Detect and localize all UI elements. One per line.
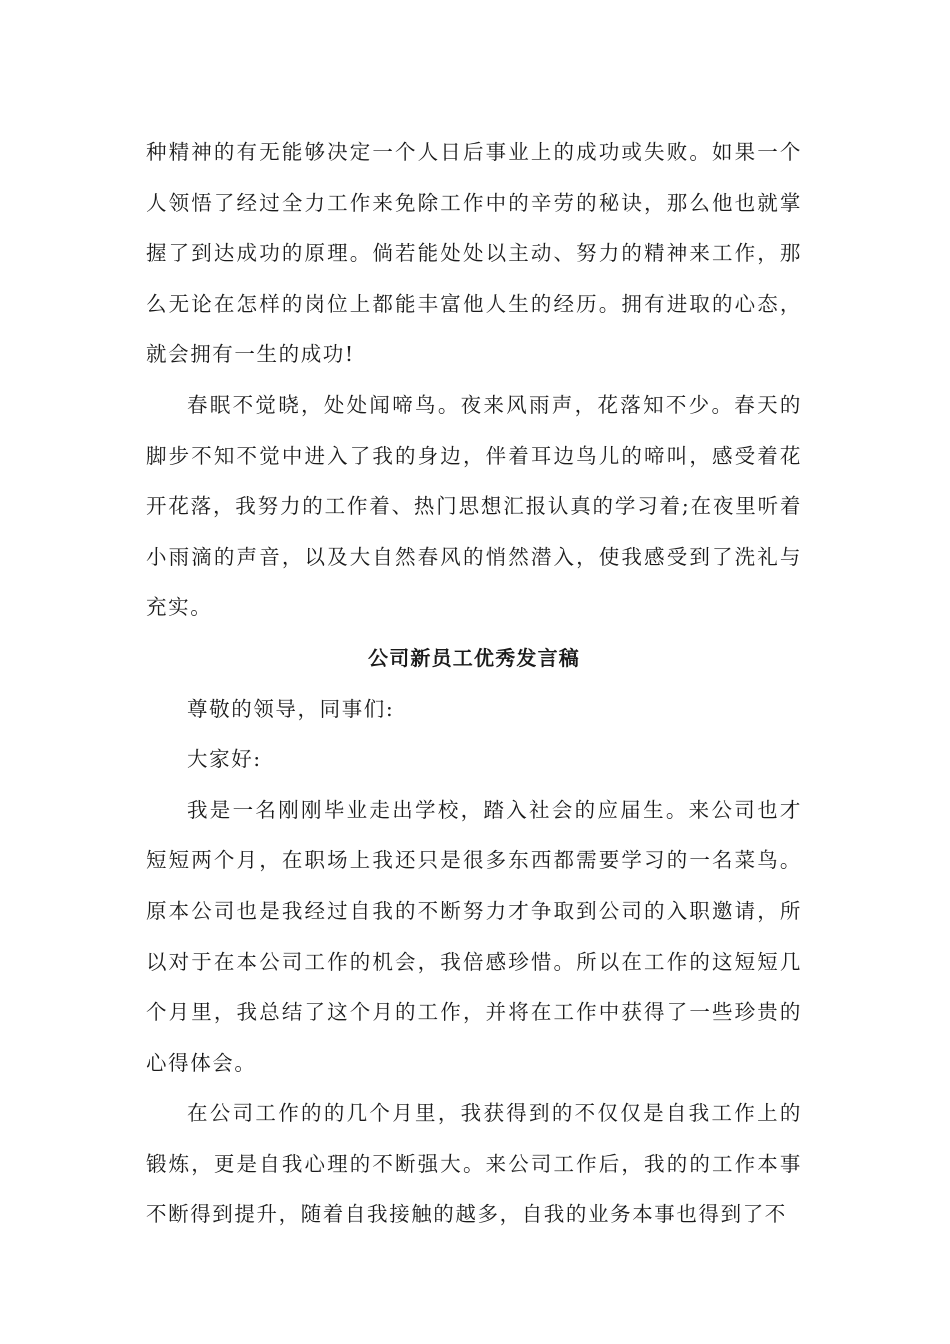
document-page: [146, 127, 802, 1240]
paragraph-continuation: 种精神的有无能够决定一个人日后事业上的成功或失败。如果一个人领悟了经过全力工作来免除工作中的辛劳的秘诀，那么他也就掌握了到达成功的原理。倘若能处处以主动、努力的精神来工作，那么无论在怎样的岗位上都能丰富他人生的经历。拥有进取的心态，就会拥有一生的成功!: [146, 140, 802, 367]
greeting-line: 尊敬的领导，同事们:: [187, 696, 395, 721]
paragraph-growth: 在公司工作的的几个月里，我获得到的不仅仅是自我工作上的锻炼，更是自我心理的不断强大。来公司工作后，我的的工作本事不断得到提升，随着自我接触的越多，自我的业务本事也得到了不: [146, 1101, 802, 1227]
paragraph-spring: 春眠不觉晓，处处闻啼鸟。夜来风雨声，花落知不少。春天的脚步不知不觉中进入了我的身边，伴着耳边鸟儿的啼叫，感受着花开花落，我努力的工作着、热门思想汇报认真的学习着;在夜里听着小雨滴的声音，以及大自然春风的悄然潜入，使我感受到了洗礼与充实。: [146, 392, 802, 620]
salutation-line: 大家好:: [187, 747, 262, 772]
section-heading: 公司新员工优秀发言稿: [368, 645, 580, 670]
paragraph-introduction: 我是一名刚刚毕业走出学校，踏入社会的应届生。来公司也才短短两个月，在职场上我还只是很多东西都需要学习的一名菜鸟。原本公司也是我经过自我的不断努力才争取到公司的入职邀请，所以对于在本公司工作的机会，我倍感珍惜。所以在工作的这短短几个月里，我总结了这个月的工作，并将在工作中获得了一些珍贵的心得体会。: [146, 797, 802, 1075]
